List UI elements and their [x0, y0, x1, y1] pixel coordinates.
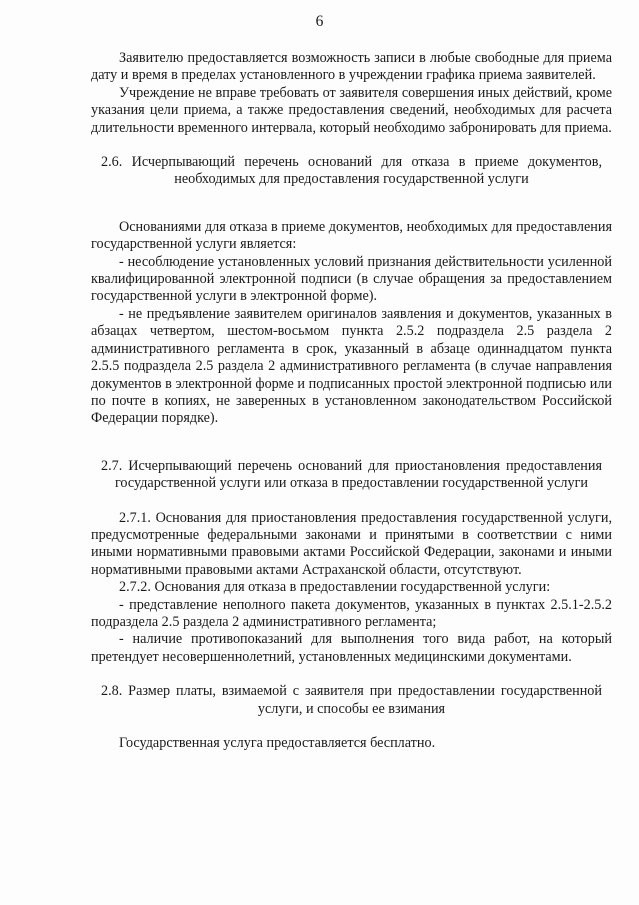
section-2-6-heading: 2.6. Исчерпывающий перечень оснований для отказа в приеме документов, необходимых для предоставления государственной услуги [101, 154, 602, 188]
section-2-6-item-2: - не предъявление заявителем оригиналов заявления и документов, указанных в абзацах четвертом, шестом-восьмом пункта 2.5.2 подраздела 2.5 раздела 2 административного регламента в срок, указанный в абзаце одиннадцатом пункта 2.5.5 подраздела 2.5 раздела 2 административного регламента (в случае направления документов в электронной форме и подписанных простой электронной подписью или по почте в копиях, не заверенных в установленном законодательством Российской Федерации порядке). [91, 305, 612, 427]
section-2-6-intro: Основаниями для отказа в приеме документов, необходимых для предоставления государственной услуги является: [91, 218, 612, 253]
section-2-7-1: 2.7.1. Основания для приостановления предоставления государственной услуги, предусмотренные федеральными законами и принятыми в соответствии с ними иными нормативными правовыми актами Российской Федерации, законами и иными нормативными правовыми актами Астраханской области, отсутствуют. [91, 509, 612, 578]
paragraph-no-extra-actions: Учреждение не вправе требовать от заявителя совершения иных действий, кроме указания цели приема, а также предоставления сведений, необходимых для расчета длительности временного интервала, который необходимо забронировать для приема. [91, 84, 612, 136]
section-2-7-item-1: - представление неполного пакета документов, указанных в пунктах 2.5.1-2.5.2 подраздела 2.5 раздела 2 административного регламента; [91, 596, 612, 630]
section-2-6-item-1: - несоблюдение установленных условий признания действительности усиленной квалифицированной электронной подписи (в случае обращения за предоставлением государственной услуги в электронной форме). [91, 253, 612, 305]
paragraph-appointment-booking: Заявителю предоставляется возможность записи в любые свободные для приема дату и время в пределах установленного в учреждении графика приема заявителей. [91, 50, 612, 84]
section-2-7-heading: 2.7. Исчерпывающий перечень оснований для приостановления предоставления государственной услуги или отказа в предоставлении государственной услуги [101, 457, 602, 492]
section-2-7-item-2: - наличие противопоказаний для выполнения того вида работ, на который претендует несовершеннолетний, установленных медицинскими документами. [91, 631, 612, 665]
section-2-8-free-of-charge: Государственная услуга предоставляется бесплатно. [119, 735, 436, 751]
document-body [91, 50, 612, 752]
page-number: 6 [315, 13, 324, 30]
section-2-7-2: 2.7.2. Основания для отказа в предоставлении государственной услуги: [119, 579, 551, 596]
section-2-8-heading: 2.8. Размер платы, взимаемой с заявителя при предоставлении государственной услуги, и способы ее взимания [101, 683, 602, 717]
